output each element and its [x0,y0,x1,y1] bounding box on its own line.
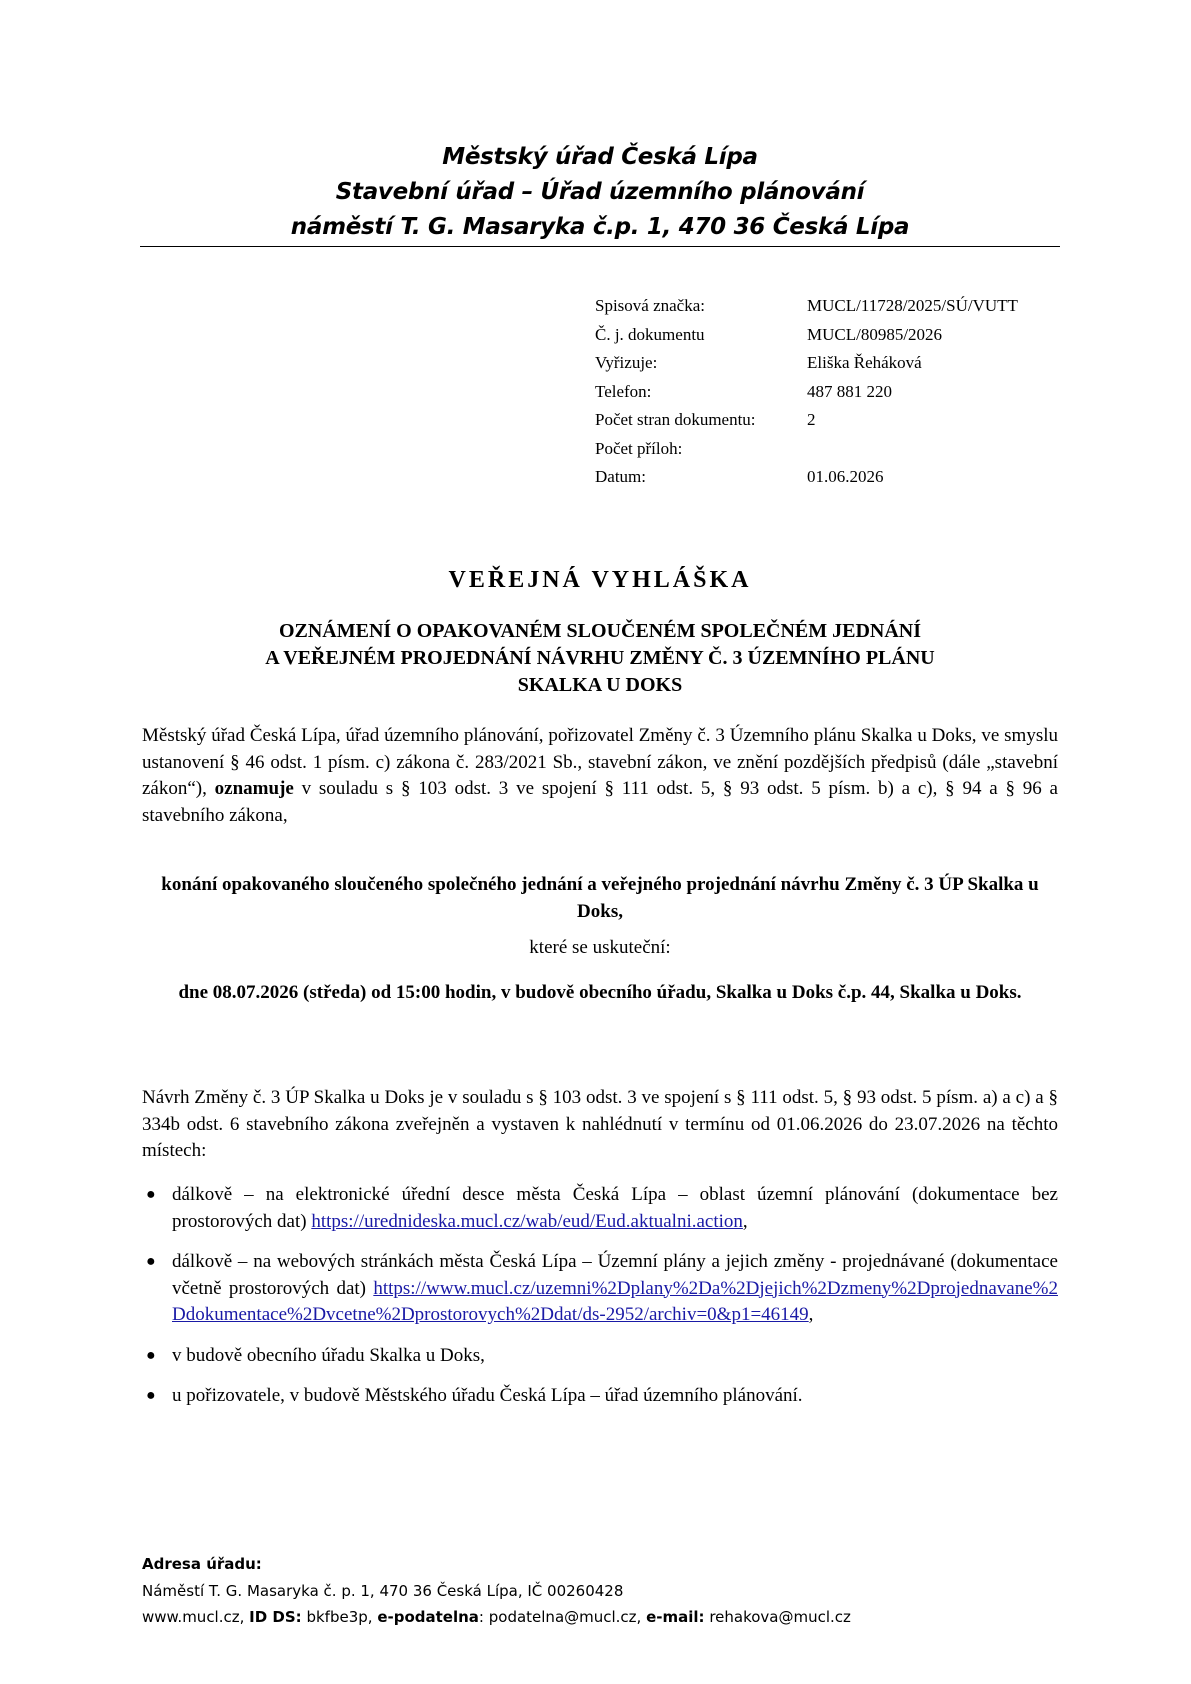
meta-row [595,378,1018,407]
list-item-suffix: , [808,1304,814,1325]
bullet-icon: ● [146,1387,156,1404]
official-board-link[interactable]: https://urednideska.mucl.cz/wab/eud/Eud.aktualni.action [311,1210,743,1232]
meta-label: Datum: [595,467,646,486]
meta-value: 2 [807,410,816,429]
intro-text: Městský úřad Česká Lípa, úřad územního plánování, pořizovatel Změny č. 3 Územního plánu Skalka u Doks, ve smyslu ustanovení § 46 odst. 1 písm. c) zákona č. 283/2021 Sb., stavební zákon, ve znění pozdějších předpisů (dále „stavební zákon“), [142,725,1058,799]
intro-text-continued: v souladu s § 103 odst. 3 ve spojení § 111 odst. 5, § 93 odst. 5 písm. b) a c), § 94 a § 96 a stavebního zákona, [142,778,1058,826]
meta-row [595,321,1018,350]
meta-label: Počet příloh: [595,438,683,458]
footer-heading: Adresa úřadu: [142,1555,262,1573]
footer-ds-label: ID DS: [249,1608,302,1626]
city-website-link[interactable]: https://www.mucl.cz/uzemni%2Dplany%2Da%2Djejich%2Dzmeny%2Dprojednavane%2Ddokumentace%2Dvcetne%2Dprostorovych%2Ddat/ds-2952/archiv=0&p1=46149 [172,1277,1058,1325]
meta-label: Vyřizuje: [595,353,658,372]
list-item-text: v budově obecního úřadu Skalka u Doks, [172,1344,485,1366]
subtitle-line: OZNÁMENÍ O OPAKOVANÉM SLOUČENÉM SPOLEČNÉM JEDNÁNÍ [278,620,922,642]
footer-email-label: e-mail: [646,1608,705,1626]
meta-row [595,292,1018,321]
footer-address: Náměstí T. G. Masaryka č. p. 1, 470 36 Česká Lípa, IČ 00260428 [142,1581,624,1600]
publication-paragraph: Návrh Změny č. 3 ÚP Skalka u Doks je v souladu s § 103 odst. 3 ve spojení s § 111 odst. 5, § 93 odst. 5 písm. a) a c) a § 334b odst. 6 stavebního zákona zveřejněn a vystaven k nahlédnutí v termínu od 01.06.2026 do 23.07.2026 na těchto místech: [142,1087,1058,1161]
list-item-suffix: , [742,1210,748,1232]
office-contact-footer [142,1551,851,1631]
footer-ds-value: bkfbe3p, [306,1608,373,1626]
list-item-text: u pořizovatele, v budově Městského úřadu Česká Lípa – úřad územního plánování. [172,1385,803,1406]
list-item-text: dálkově – na webových stránkách města Česká Lípa – Územní plány a jejich změny - projednávané (dokumentace včetně prostorových dat) [172,1251,1058,1299]
meta-value: MUCL/80985/2026 [807,324,943,344]
meta-label: Č. j. dokumentu [595,324,705,344]
subtitle-line: SKALKA U DOKS [517,674,683,696]
office-name: Městský úřad Česká Lípa [442,144,758,170]
list-item-text: dálkově – na elektronické úřední desce města Česká Lípa – oblast územní plánování (dokumentace bez prostorových dat) [172,1184,1058,1232]
announcement-intro: které se uskuteční: [529,937,671,958]
list-item [142,1249,1058,1329]
office-header [140,140,1060,245]
meta-row [595,406,1018,435]
meta-label: Počet stran dokumentu: [595,410,756,429]
list-item [142,1343,1058,1370]
announcement-heading: konání opakovaného sloučeného společného jednání a veřejného projednání návrhu Změny č. 3 ÚP Skalka u Doks, [161,874,1039,922]
bullet-icon: ● [146,1186,156,1203]
intro-emphasis: oznamuje [214,778,294,799]
meta-value: Eliška Řeháková [807,353,922,372]
meeting-date-location: dne 08.07.2026 (středa) od 15:00 hodin, v budově obecního úřadu, Skalka u Doks č.p. 44, Skalka u Doks. [178,982,1022,1003]
meta-value: MUCL/11728/2025/SÚ/VUTT [807,296,1018,315]
header-divider [140,246,1060,247]
footer-podatelna-value: : podatelna@mucl.cz, [478,1608,642,1626]
list-item [142,1182,1058,1235]
meta-row [595,349,1018,378]
bullet-icon: ● [146,1346,156,1364]
meta-row [595,463,1018,492]
bullet-icon: ● [146,1253,156,1270]
publication-locations-list [142,1182,1058,1424]
document-subtitle [140,618,1060,699]
subtitle-line: A VEŘEJNÉM PROJEDNÁNÍ NÁVRHU ZMĚNY Č. 3 ÚZEMNÍHO PLÁNU [265,647,935,669]
office-address: náměstí T. G. Masaryka č.p. 1, 470 36 Česká Lípa [290,214,910,240]
footer-podatelna-label: e-podatelna [377,1608,479,1626]
footer-contacts [142,1604,851,1631]
meta-value: 01.06.2026 [807,467,884,486]
footer-email-value: rehakova@mucl.cz [709,1608,851,1626]
office-department: Stavební úřad – Úřad územního plánování [335,179,865,205]
meta-row [595,435,1018,464]
intro-paragraph [142,723,1058,829]
document-title: VEŘEJNÁ VYHLÁŠKA [448,567,752,593]
meta-value: 487 881 220 [807,381,892,401]
footer-web: www.mucl.cz, [142,1608,245,1626]
meta-label: Telefon: [595,381,652,401]
meta-label: Spisová značka: [595,296,705,315]
document-metadata [595,292,1018,492]
list-item [142,1383,1058,1410]
